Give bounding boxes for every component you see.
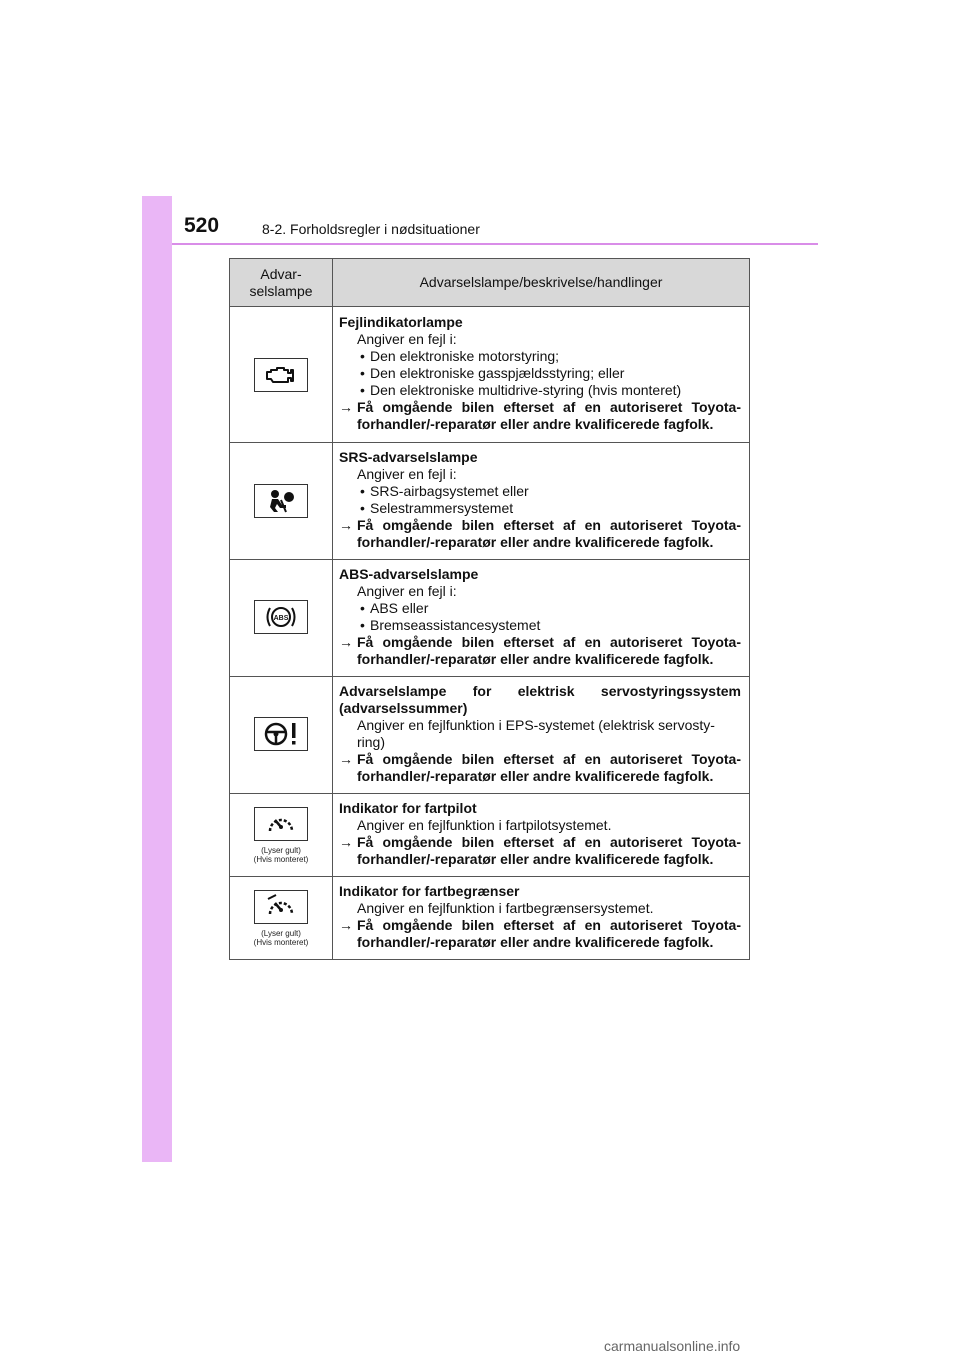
section-title: 8-2. Forholdsregler i nødsituationer xyxy=(262,221,480,237)
row-title: Indikator for fartpilot xyxy=(339,800,477,816)
row-intro: Angiver en fejlfunktion i fartpilotsystemet. xyxy=(357,817,612,833)
icon-cell xyxy=(230,307,333,443)
col-header-warning-light: Advar- selslampe xyxy=(230,259,333,307)
warning-lights-table xyxy=(229,258,750,960)
description-cell xyxy=(333,794,750,877)
arrow-icon: → xyxy=(339,917,353,933)
header-divider xyxy=(172,243,818,245)
list-item: • Selestrammersystemet xyxy=(339,500,741,517)
description-cell xyxy=(333,560,750,677)
row-intro: Angiver en fejlfunktion i EPS-systemet (elektrisk servosty-ring) xyxy=(357,717,715,750)
icon-caption: (Hvis monteret) xyxy=(253,854,309,864)
row-action: → Få omgående bilen efterset af en autoriseret Toyota-forhandler/-reparatør eller andre kvalificerede fagfolk. xyxy=(339,634,741,667)
icon-cell xyxy=(230,877,333,960)
table-row xyxy=(230,677,750,794)
row-action: → Få omgående bilen efterset af en autoriseret Toyota-forhandler/-reparatør eller andre kvalificerede fagfolk. xyxy=(339,399,741,432)
row-intro: Angiver en fejlfunktion i fartbegrænsersystemet. xyxy=(357,900,654,916)
description-cell xyxy=(333,443,750,560)
icon-cell xyxy=(230,677,333,794)
row-title: ABS-advarselslampe xyxy=(339,566,479,582)
list-item: • SRS-airbagsystemet eller xyxy=(339,483,741,500)
table-row xyxy=(230,560,750,677)
table-row xyxy=(230,794,750,877)
watermark: carmanualsonline.info xyxy=(604,1338,741,1354)
cruise-control-icon xyxy=(254,807,308,841)
description-cell xyxy=(333,677,750,794)
arrow-icon: → xyxy=(339,834,353,850)
abs-icon xyxy=(254,600,308,634)
description-cell xyxy=(333,307,750,443)
row-title: SRS-advarselslampe xyxy=(339,449,478,465)
row-action: → Få omgående bilen efterset af en autoriseret Toyota-forhandler/-reparatør eller andre kvalificerede fagfolk. xyxy=(339,834,741,867)
row-title-continued: (advarselssummer) xyxy=(339,700,468,716)
page-number: 520 xyxy=(184,214,220,237)
list-item: • Den elektroniske gasspjældsstyring; eller xyxy=(339,365,741,382)
row-intro: Angiver en fejl i: xyxy=(357,583,457,599)
row-action: → Få omgående bilen efterset af en autoriseret Toyota-forhandler/-reparatør eller andre kvalificerede fagfolk. xyxy=(339,751,741,784)
icon-cell xyxy=(230,443,333,560)
row-title: Advarselslampe for elektrisk servostyringssystem xyxy=(339,683,741,699)
list-item: • Den elektroniske motorstyring; xyxy=(339,348,741,365)
list-item: • ABS eller xyxy=(339,600,741,617)
engine-icon xyxy=(254,358,308,392)
description-cell xyxy=(333,877,750,960)
row-title: Fejlindikatorlampe xyxy=(339,314,463,330)
table-header-row xyxy=(230,259,750,307)
icon-cell xyxy=(230,794,333,877)
side-tab-bar xyxy=(142,196,172,1162)
list-item: • Bremseassistancesystemet xyxy=(339,617,741,634)
arrow-icon: → xyxy=(339,751,353,767)
row-intro: Angiver en fejl i: xyxy=(357,466,457,482)
airbag-icon xyxy=(254,484,308,518)
row-title: Indikator for fartbegrænser xyxy=(339,883,520,899)
steering-warning-icon xyxy=(254,717,308,751)
row-action: → Få omgående bilen efterset af en autoriseret Toyota-forhandler/-reparatør eller andre kvalificerede fagfolk. xyxy=(339,917,741,950)
icon-caption: (Lyser gult) xyxy=(261,928,301,938)
icon-caption: (Lyser gult) xyxy=(261,845,301,855)
arrow-icon: → xyxy=(339,517,353,533)
col-header-description: Advarselslampe/beskrivelse/handlinger xyxy=(333,259,750,307)
row-intro: Angiver en fejl i: xyxy=(357,331,457,347)
arrow-icon: → xyxy=(339,399,353,415)
table-row xyxy=(230,877,750,960)
speed-limiter-icon xyxy=(254,890,308,924)
icon-caption: (Hvis monteret) xyxy=(253,937,309,947)
list-item: • Den elektroniske multidrive-styring (hvis monteret) xyxy=(339,382,741,399)
arrow-icon: → xyxy=(339,634,353,650)
row-action: → Få omgående bilen efterset af en autoriseret Toyota-forhandler/-reparatør eller andre kvalificerede fagfolk. xyxy=(339,517,741,550)
table-row xyxy=(230,307,750,443)
abs-icon-label: ABS xyxy=(273,615,289,622)
icon-cell xyxy=(230,560,333,677)
table-row xyxy=(230,443,750,560)
